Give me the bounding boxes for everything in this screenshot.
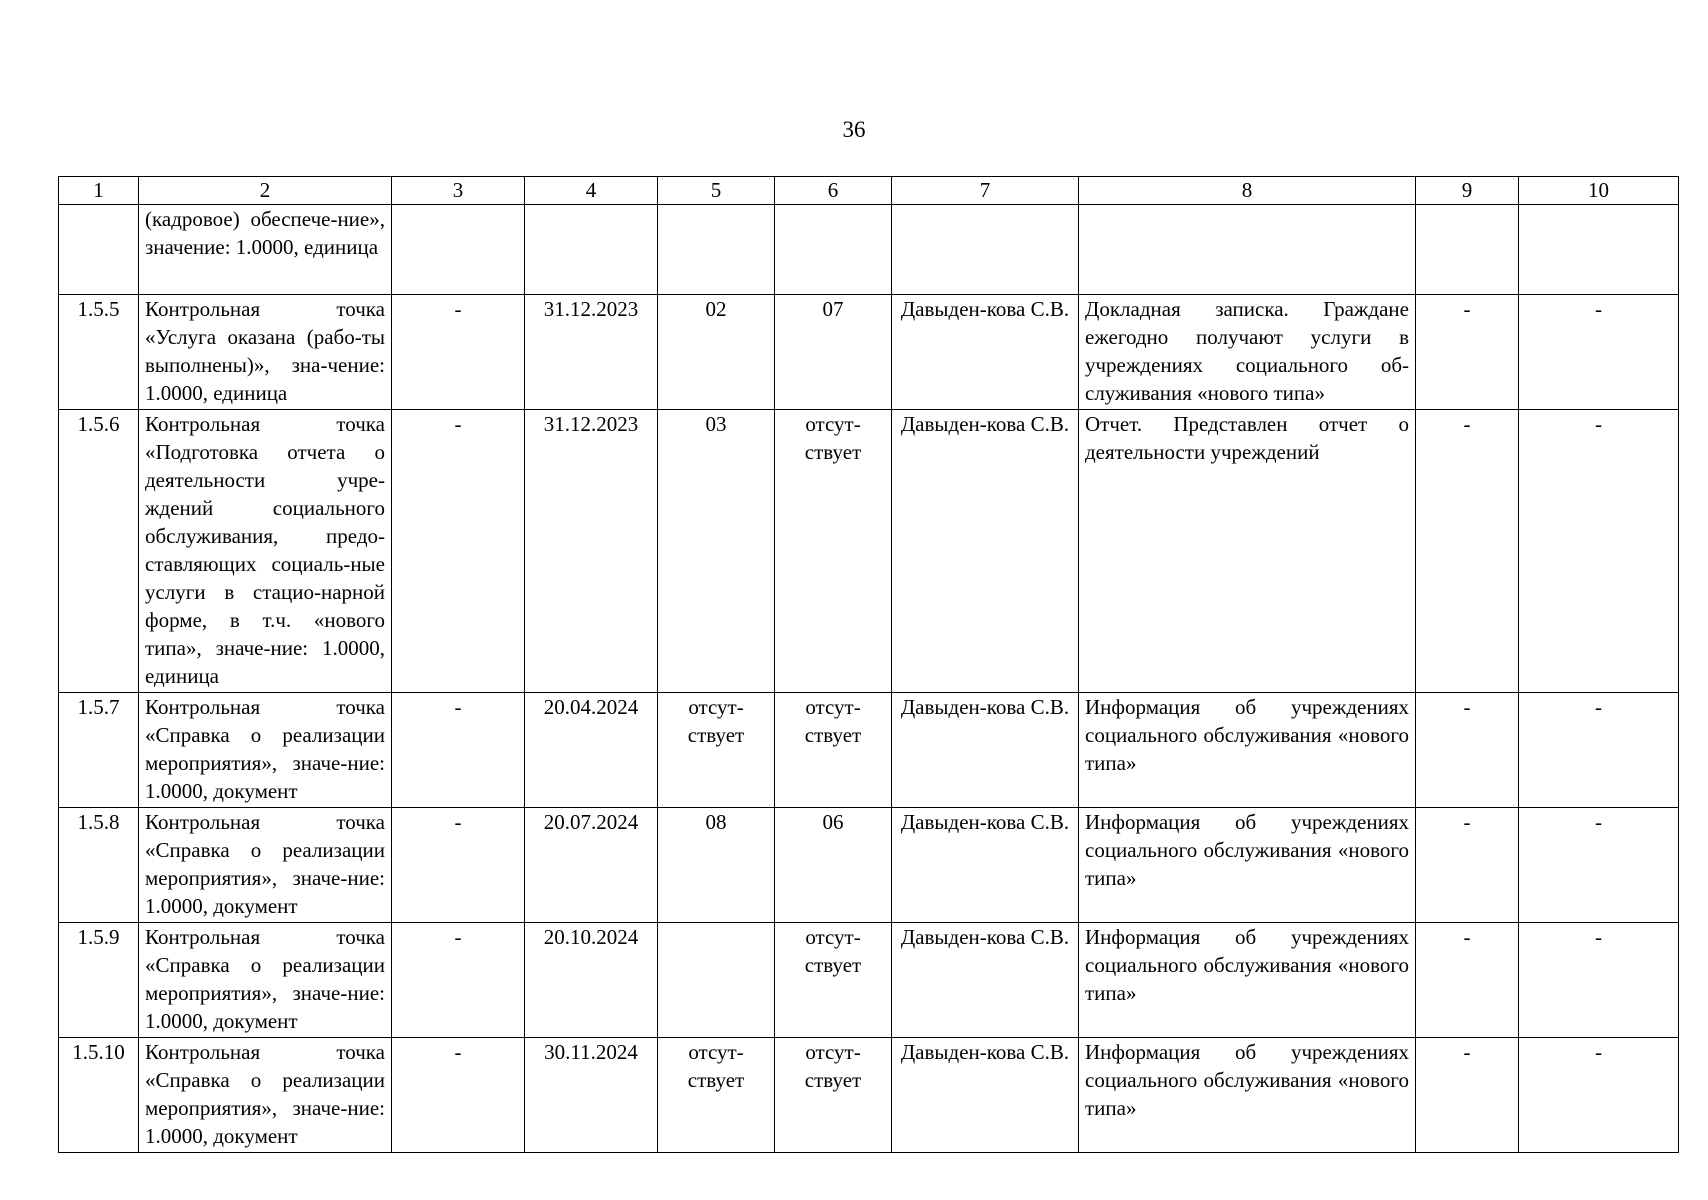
cell-date: 20.04.2024 — [525, 693, 658, 808]
row-number: 1.5.8 — [59, 808, 139, 923]
control-point-name: (кадровое) обеспече-ние», значение: 1.0000, единица — [139, 205, 392, 295]
cell-col-6 — [775, 205, 892, 295]
cell-col-3: - — [392, 808, 525, 923]
table-row — [59, 808, 1679, 923]
cell-result-description: Информация об учреждениях социального обслуживания «нового типа» — [1079, 693, 1416, 808]
cell-date: 31.12.2023 — [525, 295, 658, 410]
column-header-6: 6 — [775, 177, 892, 205]
cell-col-10: - — [1519, 295, 1679, 410]
cell-date — [525, 205, 658, 295]
control-point-name: Контрольная точка «Подготовка отчета о деятельности учре-ждений социального обслуживания, предо-ставляющих социаль-ные услуги в стацио-нарной форме, в т.ч. «нового типа», значе-ние: 1.0000, единица — [139, 410, 392, 693]
row-number: 1.5.5 — [59, 295, 139, 410]
cell-col-3: - — [392, 923, 525, 1038]
cell-col-10: - — [1519, 693, 1679, 808]
cell-date: 20.07.2024 — [525, 808, 658, 923]
cell-date: 30.11.2024 — [525, 1038, 658, 1153]
cell-col-10: - — [1519, 808, 1679, 923]
column-header-4: 4 — [525, 177, 658, 205]
cell-responsible: Давыден-кова С.В. — [892, 295, 1079, 410]
cell-col-5 — [658, 923, 775, 1038]
cell-col-10 — [1519, 205, 1679, 295]
row-number — [59, 205, 139, 295]
table-row — [59, 205, 1679, 295]
cell-col-9: - — [1416, 808, 1519, 923]
control-point-name: Контрольная точка «Справка о реализации мероприятия», значе-ние: 1.0000, документ — [139, 1038, 392, 1153]
table-row — [59, 295, 1679, 410]
table-row — [59, 1038, 1679, 1153]
column-header-7: 7 — [892, 177, 1079, 205]
cell-col-9: - — [1416, 295, 1519, 410]
column-header-9: 9 — [1416, 177, 1519, 205]
cell-col-3: - — [392, 295, 525, 410]
row-number: 1.5.10 — [59, 1038, 139, 1153]
cell-responsible: Давыден-кова С.В. — [892, 693, 1079, 808]
cell-col-5: 03 — [658, 410, 775, 693]
cell-col-5: 02 — [658, 295, 775, 410]
cell-result-description: Информация об учреждениях социального обслуживания «нового типа» — [1079, 923, 1416, 1038]
cell-col-9: - — [1416, 1038, 1519, 1153]
cell-col-9: - — [1416, 410, 1519, 693]
control-point-name: Контрольная точка «Справка о реализации мероприятия», значе-ние: 1.0000, документ — [139, 693, 392, 808]
column-header-2: 2 — [139, 177, 392, 205]
cell-col-6: отсут-ствует — [775, 923, 892, 1038]
cell-responsible: Давыден-кова С.В. — [892, 808, 1079, 923]
cell-result-description: Информация об учреждениях социального обслуживания «нового типа» — [1079, 1038, 1416, 1153]
cell-responsible: Давыден-кова С.В. — [892, 923, 1079, 1038]
cell-col-6: отсут-ствует — [775, 693, 892, 808]
column-header-10: 10 — [1519, 177, 1679, 205]
cell-date: 31.12.2023 — [525, 410, 658, 693]
cell-col-9: - — [1416, 693, 1519, 808]
cell-col-3: - — [392, 693, 525, 808]
column-header-8: 8 — [1079, 177, 1416, 205]
cell-col-10: - — [1519, 410, 1679, 693]
cell-col-5: отсут-ствует — [658, 1038, 775, 1153]
cell-responsible: Давыден-кова С.В. — [892, 1038, 1079, 1153]
row-number: 1.5.6 — [59, 410, 139, 693]
cell-col-3: - — [392, 410, 525, 693]
control-point-name: Контрольная точка «Справка о реализации мероприятия», значе-ние: 1.0000, документ — [139, 808, 392, 923]
table-row — [59, 410, 1679, 693]
page-number: 36 — [842, 117, 866, 142]
cell-col-10: - — [1519, 923, 1679, 1038]
cell-result-description: Отчет. Представлен отчет о деятельности учреждений — [1079, 410, 1416, 693]
cell-col-10: - — [1519, 1038, 1679, 1153]
column-header-1: 1 — [59, 177, 139, 205]
cell-col-3: - — [392, 1038, 525, 1153]
cell-col-3 — [392, 205, 525, 295]
table-row — [59, 693, 1679, 808]
cell-col-5: отсут-ствует — [658, 693, 775, 808]
column-header-3: 3 — [392, 177, 525, 205]
column-header-5: 5 — [658, 177, 775, 205]
cell-result-description — [1079, 205, 1416, 295]
control-point-name: Контрольная точка «Справка о реализации мероприятия», значе-ние: 1.0000, документ — [139, 923, 392, 1038]
header-row — [59, 177, 1679, 205]
cell-responsible: Давыден-кова С.В. — [892, 410, 1079, 693]
cell-col-9 — [1416, 205, 1519, 295]
table-row — [59, 923, 1679, 1038]
row-number: 1.5.9 — [59, 923, 139, 1038]
cell-date: 20.10.2024 — [525, 923, 658, 1038]
report-table — [58, 176, 1679, 1153]
cell-col-5: 08 — [658, 808, 775, 923]
cell-col-5 — [658, 205, 775, 295]
control-point-name: Контрольная точка «Услуга оказана (рабо-ты выполнены)», зна-чение: 1.0000, единица — [139, 295, 392, 410]
cell-col-6: отсут-ствует — [775, 1038, 892, 1153]
cell-result-description: Информация об учреждениях социального обслуживания «нового типа» — [1079, 808, 1416, 923]
cell-result-description: Докладная записка. Граждане ежегодно получают услуги в учреждениях социального об-служивания «нового типа» — [1079, 295, 1416, 410]
cell-col-6: отсут-ствует — [775, 410, 892, 693]
cell-responsible — [892, 205, 1079, 295]
row-number: 1.5.7 — [59, 693, 139, 808]
cell-col-6: 07 — [775, 295, 892, 410]
cell-col-9: - — [1416, 923, 1519, 1038]
cell-col-6: 06 — [775, 808, 892, 923]
